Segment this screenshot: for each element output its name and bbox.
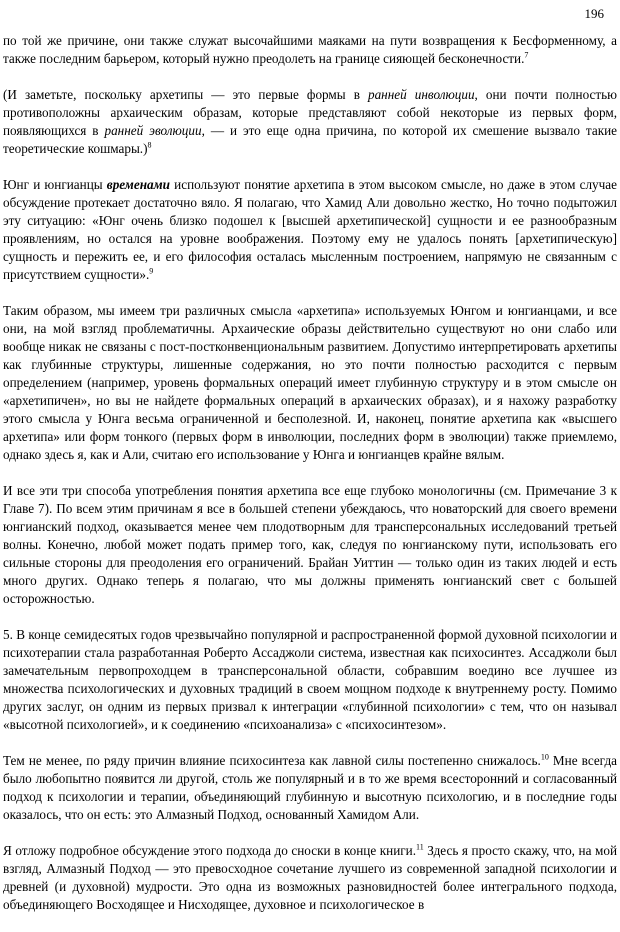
footnote-ref[interactable]: 8 [147, 140, 152, 150]
paragraph-text: Здесь я просто скажу, что, на мой взгляд, Алмазный Подход — это превосходное сочетание лучшего из современной западной психологии и древней (и духовной) мудрости. Это одна из возможных разновидностей более интегрального подхода, объединяющего Восходящее и Нисходящее, духовное и психологическое в [3, 843, 618, 912]
footnote-ref[interactable]: 7 [524, 50, 529, 60]
emphasis: ранней инволюции [367, 87, 475, 102]
paragraph [3, 842, 617, 914]
paragraph-text: Юнг и юнгианцы [3, 177, 107, 192]
paragraph: 5. В конце семидесятых годов чрезвычайно популярной и распространенной формой духовной психологии и психотерапии стала разработанная Роберто Ассаджоли система, известная как психосинтез. Ассаджоли был замечательным первопроходцем в трансперсональной области, собравшим воедино все лучшее из множества психологических и духовных традиций в своем мощном подходе к внутреннему росту. Помимо других заслуг, он одним из первых призвал к интеграции «глубинной психологии» с тем, что он называл «высотной психологией», и к соединению «психоанализа» с «психосинтезом». [3, 627, 617, 732]
paragraph: Таким образом, мы имеем три различных смысла «архетипа» используемых Юнгом и юнгианцами, и все они, на мой взгляд проблематичны. Архаические образы действительно существуют но они слабо или вообще никак не связаны с пост-постконвенциональным развитием. Допустимо интерпретировать архетипы как глубинные структуры, лишенные содержания, но это почти полностью расходится с первым определением (например, уровень формальных операций имеет глубинную структуру и в этом смысле он «архетипичен», но вы не найдете формальных операций в архаических образах), и я нахожу разработку этого смысла у Юнга весьма ограниченной и бесполезной. И, наконец, понятие архетипа как «высшего архетипа» или форм тонкого (первых форм в инволюции, последних форм в эволюции) также приемлемо, однако здесь я, как и Али, считаю его использование у Юнга и юнгианцев крайне вялым. [3, 303, 617, 462]
footnote-ref[interactable]: 11 [416, 842, 424, 852]
page-body [3, 32, 617, 932]
paragraph: И все эти три способа употребления понятия архетипа все еще глубоко монологичны (см. Примечание 3 к Главе 7). По всем этим причинам я все в большей степени убеждаюсь, что новаторский для своего времени юнгианский подход, оказывается менее чем плодотворным для трансперсональных исследований третьей волны. Конечно, любой может подать пример того, как, следуя по юнгианскому пути, использовать его сильные стороны для преодоления его ограничений. Брайан Уиттин — только один из таких людей и есть много других. Однако теперь я полагаю, что мы должны применять юнгианский свет с большей осторожностью. [3, 483, 617, 606]
paragraph-text: используют понятие архетипа в этом высоком смысле, но даже в этом случае обсуждение протекает достаточно вяло. Я полагаю, что Хамид Али довольно жестко, Но точно подытожил эту ситуацию: «Юнг очень близко подошел к [высшей архетипической] сущности и ее разнообразным проявлениям, но остался на уровне воображения. Поэтому ему не удалось понять [архетипическую] сущность и пережить ее, и его философия осталась мысленным построением, напрямую не связанным с присутствием сущности». [3, 177, 617, 282]
paragraph [3, 752, 617, 824]
page-number: 196 [584, 6, 604, 21]
footnote-ref[interactable]: 9 [149, 266, 154, 276]
paragraph-text: Я отложу подробное обсуждение этого подхода до сноски в конце книги. [3, 843, 417, 858]
emphasis: временами [106, 177, 170, 192]
paragraph [3, 176, 617, 284]
emphasis: ранней эволюции [104, 123, 202, 138]
paragraph-text: по той же причине, они также служат высочайшими маяками на пути возвращения к Бесформенному, а также последним барьером, который нужно преодолеть на границе сияющей бесконечности. [3, 33, 617, 66]
paragraph-text: , они почти полностью противоположны архаическим образам, которые представляют собой некоторые из первых форм, появляющихся в [3, 87, 617, 138]
paragraph-text: Тем не менее, по ряду причин влияние психосинтеза как лавной силы постепенно снижалось. [3, 753, 541, 768]
paragraph [3, 32, 617, 68]
paragraph [3, 86, 617, 158]
footnote-ref[interactable]: 10 [540, 752, 549, 762]
paragraph-text: Мне всегда было любопытно появится ли другой, столь же популярный и в то же время всесторонний и согласованный подход к психологии и терапии, объединяющий глубинную и высотную психологию, и в последние годы оказалось, что он есть: это Алмазный Подход, основанный Хамидом Али. [3, 753, 618, 822]
paragraph-text: , — и это еще одна причина, по которой их смешение вызвало такие теоретические кошмары.) [3, 123, 618, 156]
paragraph-text: (И заметьте, поскольку архетипы — это первые формы в [3, 87, 368, 102]
